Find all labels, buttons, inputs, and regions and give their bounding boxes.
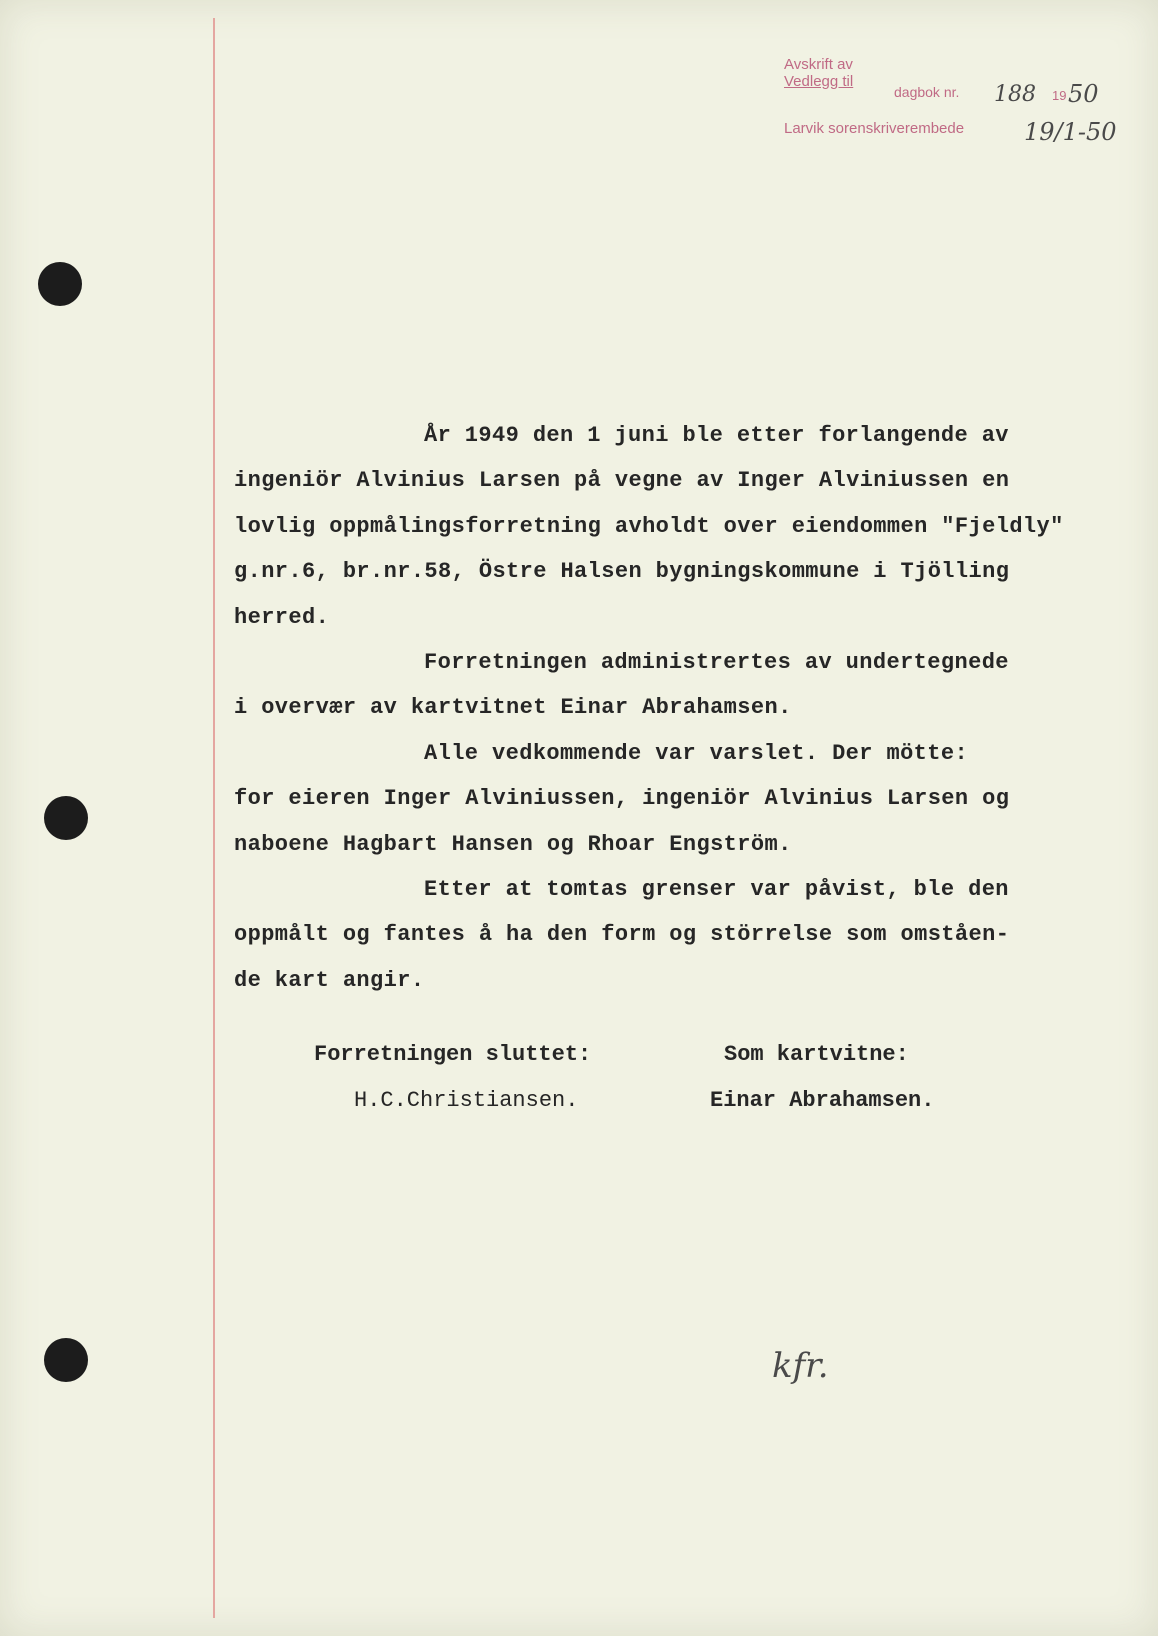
punch-hole bbox=[44, 796, 88, 840]
text-line: ingeniör Alvinius Larsen på vegne av Inger Alviniussen en bbox=[234, 468, 1010, 494]
official-name: H.C.Christiansen. bbox=[354, 1088, 579, 1113]
text-line: Etter at tomtas grenser var påvist, ble den bbox=[424, 877, 1009, 903]
witness-heading: Som kartvitne: bbox=[724, 1042, 909, 1067]
stamp-daybook-number: 188 bbox=[994, 82, 1036, 107]
stamp-date: 19/1-50 bbox=[1024, 118, 1117, 146]
registry-stamp bbox=[784, 56, 1124, 166]
text-line: herred. bbox=[234, 604, 330, 630]
text-line: for eieren Inger Alviniussen, ingeniör Alvinius Larsen og bbox=[234, 786, 1010, 812]
text-line: i overvær av kartvitnet Einar Abrahamsen. bbox=[234, 695, 792, 721]
margin-line bbox=[213, 18, 215, 1618]
stamp-copy-label: Avskrift av bbox=[784, 56, 853, 73]
text-line: Forretningen administrertes av undertegnede bbox=[424, 650, 1009, 676]
stamp-line1 bbox=[784, 56, 853, 90]
witness-name: Einar Abrahamsen. bbox=[710, 1088, 935, 1113]
text-line: År 1949 den 1 juni ble etter forlangende av bbox=[424, 423, 1009, 448]
stamp-year-prefix: 19 bbox=[1052, 88, 1067, 103]
closing-heading: Forretningen sluttet: bbox=[314, 1042, 592, 1067]
text-line: oppmålt og fantes å ha den form og störrelse som omståen- bbox=[234, 922, 1010, 948]
document-body bbox=[234, 413, 1074, 1003]
text-line: naboene Hagbart Hansen og Rhoar Engström. bbox=[234, 831, 792, 857]
text-line: lovlig oppmålingsforretning avholdt over eiendommen "Fjeldly" bbox=[234, 513, 1064, 539]
text-line: Alle vedkommende var varslet. Der mötte: bbox=[424, 740, 969, 766]
stamp-struck-label: Vedlegg til bbox=[784, 73, 854, 90]
stamp-year-suffix: 50 bbox=[1068, 80, 1099, 108]
stamp-office: Larvik sorenskriverembede bbox=[784, 120, 965, 137]
handwritten-initials: kfr. bbox=[772, 1346, 829, 1386]
stamp-daybook-label: dagbok nr. bbox=[894, 84, 960, 100]
text-line: g.nr.6, br.nr.58, Östre Halsen bygningskommune i Tjölling bbox=[234, 559, 1010, 585]
text-line: de kart angir. bbox=[234, 967, 425, 993]
punch-hole bbox=[44, 1338, 88, 1382]
signature-block bbox=[314, 1042, 1074, 1132]
punch-hole bbox=[38, 262, 82, 306]
